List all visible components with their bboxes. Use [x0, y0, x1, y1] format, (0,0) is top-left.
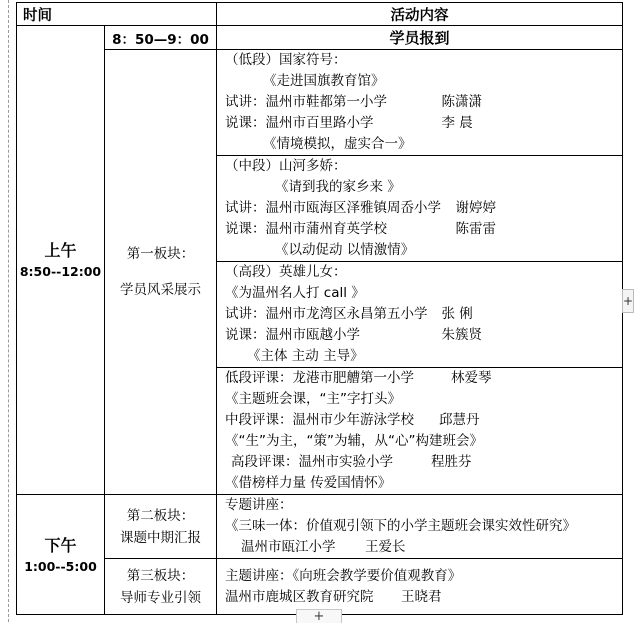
low-lecture-teacher: 陈潇潇	[441, 94, 482, 110]
schedule-table	[16, 2, 623, 615]
mid-theme: 《以动促动 以情激情》	[275, 242, 415, 258]
low-talk	[217, 113, 622, 134]
high-segment-cell	[217, 262, 623, 368]
mid-lecture-school: 温州市瓯海区泽雅镇周岙小学	[265, 200, 441, 216]
review-high-teacher: 程胜芬	[431, 454, 472, 470]
low-talk-school: 温州市百里路小学	[265, 115, 374, 131]
review-high	[217, 452, 622, 473]
low-lecture-school: 温州市鞋都第一小学	[265, 94, 387, 110]
afternoon-time: 1:00--5:00	[24, 558, 97, 574]
block2-row	[17, 495, 623, 559]
mid-lecture-prefix: 试讲：	[225, 200, 266, 216]
high-topic: 《为温州名人打 call 》	[225, 285, 365, 301]
block3-teacher: 王晓君	[401, 588, 442, 605]
block3-line: 主题讲座：《向班会教学要价值观教育》	[225, 567, 462, 584]
block2-teacher: 王爱长	[365, 539, 406, 555]
registration-label: 学员报到	[217, 26, 623, 50]
block1-name: 学员风采展示	[120, 282, 201, 298]
low-theme: 《情境模拟，虚实合一》	[263, 136, 412, 152]
block3-school: 温州市鹿城区教育研究院	[225, 588, 374, 605]
block1-title: 第一板块：	[126, 246, 195, 262]
page-margin-guide	[8, 0, 9, 622]
review-cell	[217, 368, 623, 495]
review-mid-topic: 《“生”为主，“策”为辅，从“心”构建班会》	[225, 433, 483, 449]
block2-title: 第二板块：	[126, 507, 195, 524]
low-lecture	[217, 92, 622, 113]
low-talk-prefix: 说课：	[225, 115, 266, 131]
high-lecture-prefix: 试讲：	[225, 306, 266, 322]
morning-time: 8:50--12:00	[19, 264, 102, 279]
table-header-row	[17, 3, 623, 26]
registration-row	[17, 26, 623, 50]
mid-talk-teacher: 陈雷雷	[455, 221, 496, 237]
block2-content	[217, 495, 623, 559]
high-lecture	[217, 304, 622, 325]
header-content: 活动内容	[217, 3, 623, 26]
block1-cell	[105, 50, 217, 495]
high-talk-prefix: 说课：	[225, 327, 266, 343]
registration-time: 8：50—9：00	[105, 26, 217, 50]
block3-title: 第三板块：	[126, 567, 195, 584]
mid-talk-school: 温州市蒲州育英学校	[265, 221, 387, 237]
review-mid-school: 中段评课：温州市少年游泳学校	[225, 412, 414, 428]
block3-cell	[105, 559, 217, 615]
review-high-school: 高段评课：温州市实验小学	[231, 454, 393, 470]
block3-name: 导师专业引领	[120, 589, 201, 606]
review-low-topic: 《主题班会课，“主”字打头》	[225, 391, 401, 407]
header-time: 时间	[17, 3, 217, 26]
add-row-button[interactable]: +	[296, 609, 342, 623]
block3-speaker	[217, 587, 622, 608]
high-lecture-teacher: 张 俐	[441, 306, 473, 322]
low-segment-row	[17, 50, 623, 156]
morning-label: 上午	[44, 241, 77, 260]
block2-cell	[105, 495, 217, 559]
block2-school: 温州市瓯江小学	[241, 539, 336, 555]
block2-topic: 《三味一体：价值观引领下的小学主题班会课实效性研究》	[225, 518, 576, 534]
mid-talk-prefix: 说课：	[225, 221, 266, 237]
afternoon-label: 下午	[44, 535, 77, 555]
low-lecture-prefix: 试讲：	[225, 94, 266, 110]
high-talk-school: 温州市瓯越小学	[265, 327, 360, 343]
block2-speaker	[217, 537, 622, 558]
morning-cell	[17, 26, 105, 495]
high-theme: 《主体 主动 主导》	[247, 348, 364, 364]
mid-lecture	[217, 198, 622, 219]
mid-segment-cell	[217, 156, 623, 262]
mid-lecture-teacher: 谢婷婷	[455, 200, 496, 216]
low-talk-teacher: 李 晨	[441, 115, 473, 131]
high-talk	[217, 325, 622, 346]
review-mid	[217, 410, 622, 431]
review-high-topic: 《借榜样力量 传爱国情怀》	[225, 475, 392, 491]
low-topic: 《走进国旗教育馆》	[263, 73, 385, 89]
mid-topic: 《请到我的家乡来 》	[275, 179, 401, 195]
block2-name: 课题中期汇报	[120, 529, 201, 546]
review-mid-teacher: 邱慧丹	[439, 412, 480, 428]
low-segment-cell	[217, 50, 623, 156]
high-talk-teacher: 朱簇贤	[441, 327, 482, 343]
mid-talk	[217, 219, 622, 240]
block2-heading: 专题讲座：	[225, 497, 293, 513]
add-column-button[interactable]: +	[622, 289, 634, 313]
review-low-school: 低段评课：龙港市肥艚第一小学	[225, 370, 414, 386]
review-low	[217, 368, 622, 389]
high-title: （高段）英雄儿女：	[225, 264, 347, 280]
block3-row	[17, 559, 623, 615]
block3-content	[217, 559, 623, 615]
mid-title: （中段）山河多娇：	[225, 158, 347, 174]
low-title: （低段）国家符号：	[225, 52, 347, 68]
review-low-teacher: 林爱琴	[451, 370, 492, 386]
afternoon-cell	[17, 495, 105, 615]
high-lecture-school: 温州市龙湾区永昌第五小学	[265, 306, 428, 322]
